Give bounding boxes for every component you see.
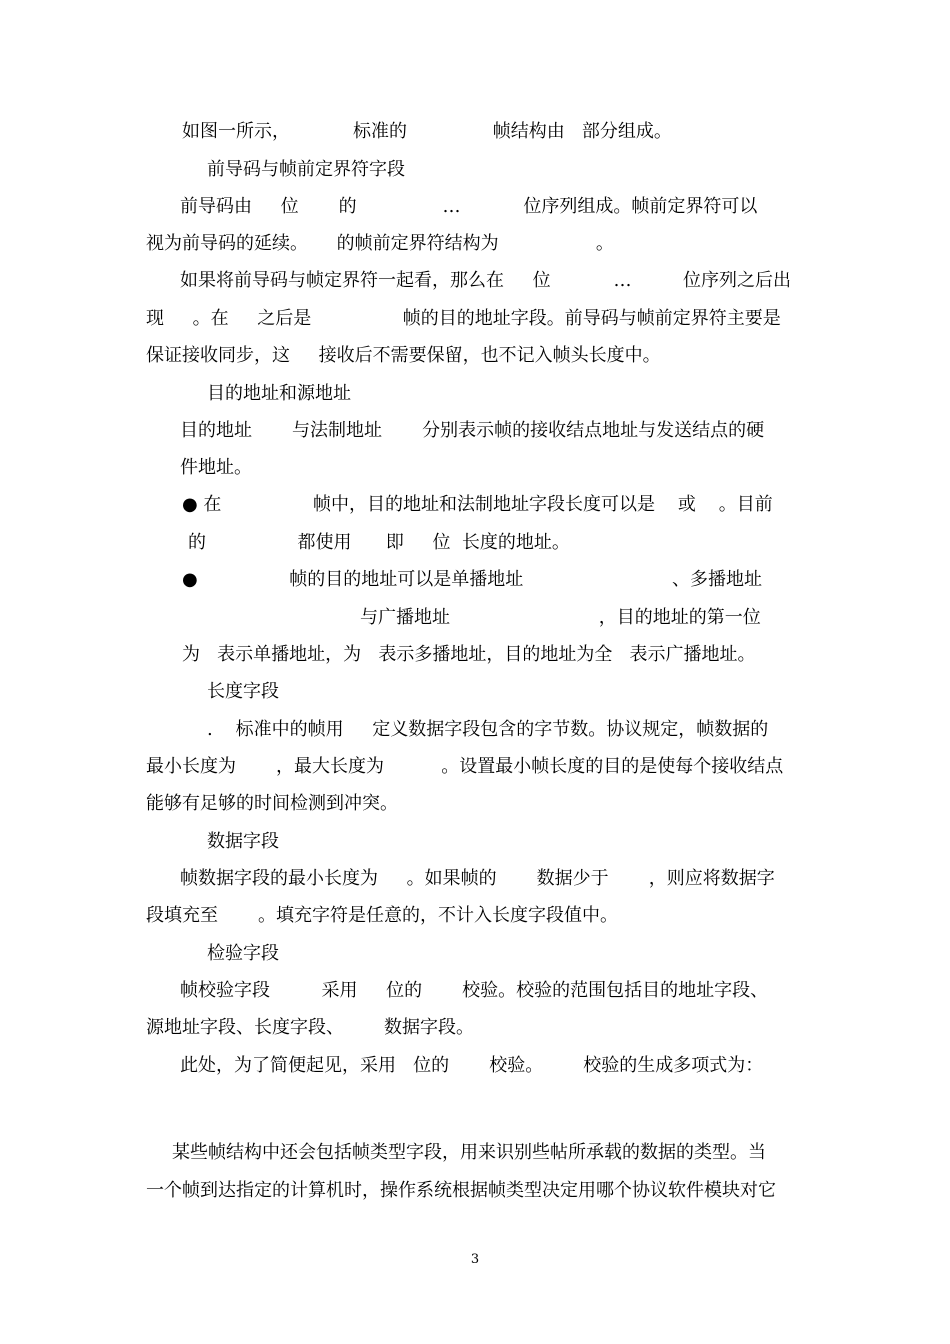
text-line: 件地址。 [180,457,252,478]
text-line: 的 都使用 即 位 长度的地址。 [188,532,570,553]
text-line: 如图一所示， 标准的 帧结构由 部分组成。 [182,121,672,142]
page-number: 3 [470,1252,480,1267]
text-line: 目的地址 与法制地址 分别表示帧的接收结点地址与发送结点的硬 [180,420,765,441]
text-line: 如果将前导码与帧定界符一起看，那么在 位 … 位序列之后出 [180,270,792,291]
text-line: 能够有足够的时间检测到冲突。 [146,793,398,814]
section-heading: 检验字段 [207,943,279,964]
text-line: 视为前导码的延续。 的帧前定界符结构为 。 [146,233,614,254]
bullet-line: ● 帧的目的地址可以是单播地址 、多播地址 [182,569,763,590]
text-line: 帧校验字段 采用 位的 校验。校验的范围包括目的地址字段、 [180,980,769,1001]
text-line: 最小长度为 ，最大长度为 。设置最小帧长度的目的是使每个接收结点 [146,756,784,777]
text-line: . 标准中的帧用 定义数据字段包含的字节数。协议规定，帧数据的 [207,719,769,740]
text-line: 前导码由 位 的 … 位序列组成。帧前定界符可以 [180,196,758,217]
section-heading: 长度字段 [207,681,279,702]
text-line: 现 。在 之后是 帧的目的地址字段。前导码与帧前定界符主要是 [146,308,781,329]
bullet-line: ● 在 帧中，目的地址和法制地址字段长度可以是 或 。目前 [182,494,773,515]
text-line: 某些帧结构中还会包括帧类型字段，用来识别些帖所承载的数据的类型。当 [172,1142,766,1163]
text-line: 帧数据字段的最小长度为 。如果帧的 数据少于 ，则应将数据字 [180,868,775,889]
text-line: 保证接收同步，这 接收后不需要保留，也不记入帧头长度中。 [146,345,661,366]
section-heading: 数据字段 [207,831,279,852]
text-line: 段填充至 。填充字符是任意的，不计入长度字段值中。 [146,905,619,926]
section-heading: 前导码与帧前定界符字段 [207,159,405,180]
text-line: 源地址字段、长度字段、 数据字段。 [146,1017,475,1038]
text-line: 一个帧到达指定的计算机时，操作系统根据帧类型决定用哪个协议软件模块对它 [146,1180,776,1201]
text-line: 为 表示单播地址，为 表示多播地址，目的地址为全 表示广播地址。 [182,644,756,665]
section-heading: 目的地址和源地址 [207,383,351,404]
text-line: 与广播地址 ，目的地址的第一位 [360,607,761,628]
text-line: 此处，为了简便起见，采用 位的 校验。 校验的生成多项式为： [180,1055,764,1076]
